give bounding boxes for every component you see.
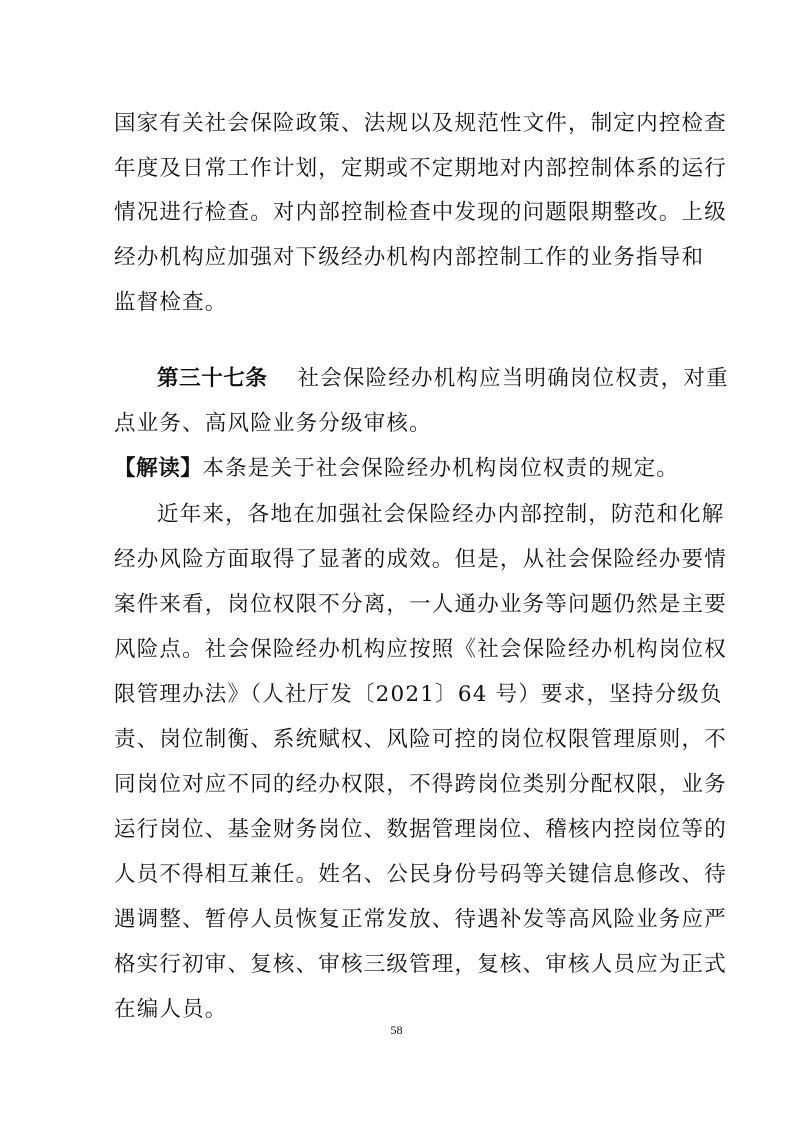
paragraph-line: 经办机构应加强对下级经办机构内部控制工作的业务指导和 <box>114 245 705 270</box>
paragraph-line: 年度及日常工作计划，定期或不定期地对内部控制体系的运行 <box>114 156 727 181</box>
interpretation-line <box>114 454 684 484</box>
paragraph-line: 情况进行检查。对内部控制检查中发现的问题限期整改。上级 <box>114 200 727 225</box>
paragraph-line: 责、岗位制衡、系统赋权、风险可控的岗位权限管理原则，不 <box>114 727 727 752</box>
article-heading-line <box>157 364 729 394</box>
paragraph-line: 监督检查。 <box>114 290 228 315</box>
paragraph-line: 限管理办法》（人社厅发〔2021〕64 号）要求，坚持分级负 <box>114 682 723 707</box>
paragraph-line: 格实行初审、复核、审核三级管理，复核、审核人员应为正式 <box>114 952 727 977</box>
article-number: 第三十七条 <box>157 366 268 391</box>
paragraph-line: 同岗位对应不同的经办权限，不得跨岗位类别分配权限，业务 <box>114 772 727 797</box>
paragraph-line: 在编人员。 <box>114 997 228 1022</box>
paragraph-line: 经办风险方面取得了显著的成效。但是，从社会保险经办要情 <box>114 547 727 572</box>
article-text-line: 点业务、高风险业务分级审核。 <box>114 411 432 436</box>
paragraph-line: 人员不得相互兼任。姓名、公民身份号码等关键信息修改、待 <box>114 862 727 887</box>
paragraph-line: 国家有关社会保险政策、法规以及规范性文件，制定内控检查 <box>114 111 727 136</box>
paragraph-line: 运行岗位、基金财务岗位、数据管理岗位、稽核内控岗位等的 <box>114 817 727 842</box>
paragraph-line: 案件来看，岗位权限不分离，一人通办业务等问题仍然是主要 <box>114 592 727 617</box>
page-number: 58 <box>390 1023 403 1037</box>
paragraph-line: 近年来，各地在加强社会保险经办内部控制，防范和化解 <box>157 502 725 527</box>
paragraph-line: 遇调整、暂停人员恢复正常发放、待遇补发等高风险业务应严 <box>114 907 727 932</box>
article-text: 社会保险经办机构应当明确岗位权责，对重 <box>297 366 729 391</box>
interpretation-text: 本条是关于社会保险经办机构岗位权责的规定。 <box>202 456 680 481</box>
interpretation-label: 【解读】 <box>114 456 203 481</box>
paragraph-line: 风险点。社会保险经办机构应按照《社会保险经办机构岗位权 <box>114 637 727 662</box>
